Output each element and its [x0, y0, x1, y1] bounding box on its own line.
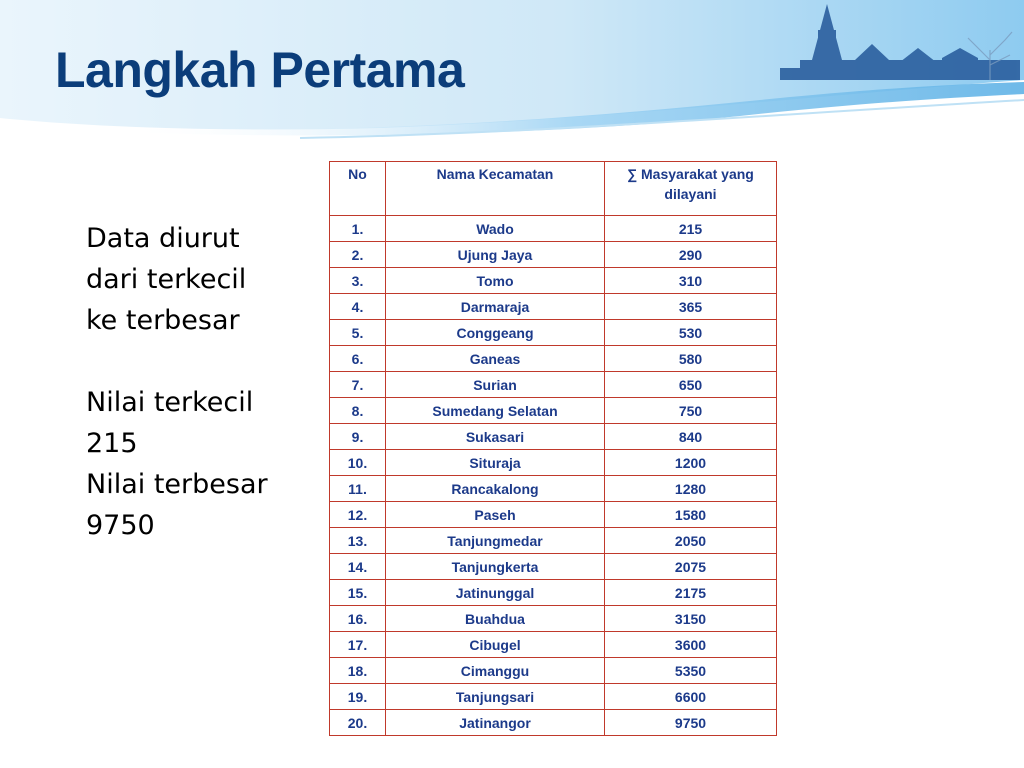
note-line: 215: [86, 428, 138, 459]
district-name-cell: Buahdua: [386, 606, 605, 632]
row-number-cell: 7.: [330, 372, 386, 398]
row-number-cell: 18.: [330, 658, 386, 684]
table-row: [330, 294, 777, 320]
table-row: [330, 346, 777, 372]
row-number-cell: 15.: [330, 580, 386, 606]
district-name-cell: Tanjungmedar: [386, 528, 605, 554]
people-served-cell: 2050: [605, 528, 777, 554]
note-line: dari terkecil: [86, 264, 247, 295]
row-number-cell: 13.: [330, 528, 386, 554]
district-name-cell: Darmaraja: [386, 294, 605, 320]
table-row: [330, 424, 777, 450]
people-served-cell: 3150: [605, 606, 777, 632]
district-name-cell: Tanjungkerta: [386, 554, 605, 580]
table-row: [330, 710, 777, 736]
district-name-cell: Surian: [386, 372, 605, 398]
note-line: Data diurut: [86, 223, 240, 254]
note-line: 9750: [86, 510, 155, 541]
note-text-block: [86, 218, 316, 546]
district-name-cell: Wado: [386, 216, 605, 242]
row-number-cell: 16.: [330, 606, 386, 632]
table-row: [330, 398, 777, 424]
table-row: [330, 580, 777, 606]
table-row: [330, 528, 777, 554]
people-served-cell: 6600: [605, 684, 777, 710]
row-number-cell: 12.: [330, 502, 386, 528]
district-name-cell: Paseh: [386, 502, 605, 528]
district-name-cell: Tanjungsari: [386, 684, 605, 710]
people-served-cell: 290: [605, 242, 777, 268]
table-row: [330, 268, 777, 294]
row-number-cell: 5.: [330, 320, 386, 346]
table-row: [330, 320, 777, 346]
data-table-container: [329, 161, 777, 736]
people-served-cell: 2075: [605, 554, 777, 580]
note-line: ke terbesar: [86, 305, 240, 336]
people-served-cell: 650: [605, 372, 777, 398]
note-line: Nilai terbesar: [86, 469, 268, 500]
district-name-cell: Cimanggu: [386, 658, 605, 684]
row-number-cell: 10.: [330, 450, 386, 476]
district-name-cell: Situraja: [386, 450, 605, 476]
district-name-cell: Sukasari: [386, 424, 605, 450]
district-data-table: [329, 161, 777, 736]
people-served-cell: 215: [605, 216, 777, 242]
row-number-cell: 14.: [330, 554, 386, 580]
table-row: [330, 684, 777, 710]
district-name-cell: Jatinunggal: [386, 580, 605, 606]
people-served-cell: 1580: [605, 502, 777, 528]
district-name-cell: Rancakalong: [386, 476, 605, 502]
table-row: [330, 242, 777, 268]
table-row: [330, 216, 777, 242]
district-name-cell: Sumedang Selatan: [386, 398, 605, 424]
row-number-cell: 1.: [330, 216, 386, 242]
people-served-cell: 580: [605, 346, 777, 372]
note-spacer: [86, 341, 316, 382]
district-name-cell: Ganeas: [386, 346, 605, 372]
table-row: [330, 632, 777, 658]
district-name-cell: Conggeang: [386, 320, 605, 346]
table-row: [330, 450, 777, 476]
people-served-cell: 840: [605, 424, 777, 450]
table-row: [330, 606, 777, 632]
row-number-cell: 9.: [330, 424, 386, 450]
district-name-cell: Cibugel: [386, 632, 605, 658]
row-number-cell: 6.: [330, 346, 386, 372]
people-served-cell: 310: [605, 268, 777, 294]
table-row: [330, 372, 777, 398]
note-line: Nilai terkecil: [86, 387, 254, 418]
people-served-cell: 1200: [605, 450, 777, 476]
district-name-cell: Jatinangor: [386, 710, 605, 736]
row-number-cell: 11.: [330, 476, 386, 502]
row-number-cell: 20.: [330, 710, 386, 736]
table-body: [330, 216, 777, 736]
slide-title: Langkah Pertama: [55, 42, 465, 98]
header-people-served: ∑ Masyarakat yang dilayani: [605, 162, 777, 216]
people-served-cell: 5350: [605, 658, 777, 684]
people-served-cell: 750: [605, 398, 777, 424]
row-number-cell: 4.: [330, 294, 386, 320]
people-served-cell: 1280: [605, 476, 777, 502]
row-number-cell: 19.: [330, 684, 386, 710]
people-served-cell: 9750: [605, 710, 777, 736]
table-row: [330, 502, 777, 528]
row-number-cell: 2.: [330, 242, 386, 268]
district-name-cell: Tomo: [386, 268, 605, 294]
table-row: [330, 554, 777, 580]
table-row: [330, 476, 777, 502]
header-district-name: Nama Kecamatan: [386, 162, 605, 216]
row-number-cell: 8.: [330, 398, 386, 424]
row-number-cell: 3.: [330, 268, 386, 294]
people-served-cell: 2175: [605, 580, 777, 606]
header-no: No: [330, 162, 386, 216]
table-header-row: [330, 162, 777, 216]
district-name-cell: Ujung Jaya: [386, 242, 605, 268]
people-served-cell: 530: [605, 320, 777, 346]
table-row: [330, 658, 777, 684]
row-number-cell: 17.: [330, 632, 386, 658]
people-served-cell: 3600: [605, 632, 777, 658]
people-served-cell: 365: [605, 294, 777, 320]
